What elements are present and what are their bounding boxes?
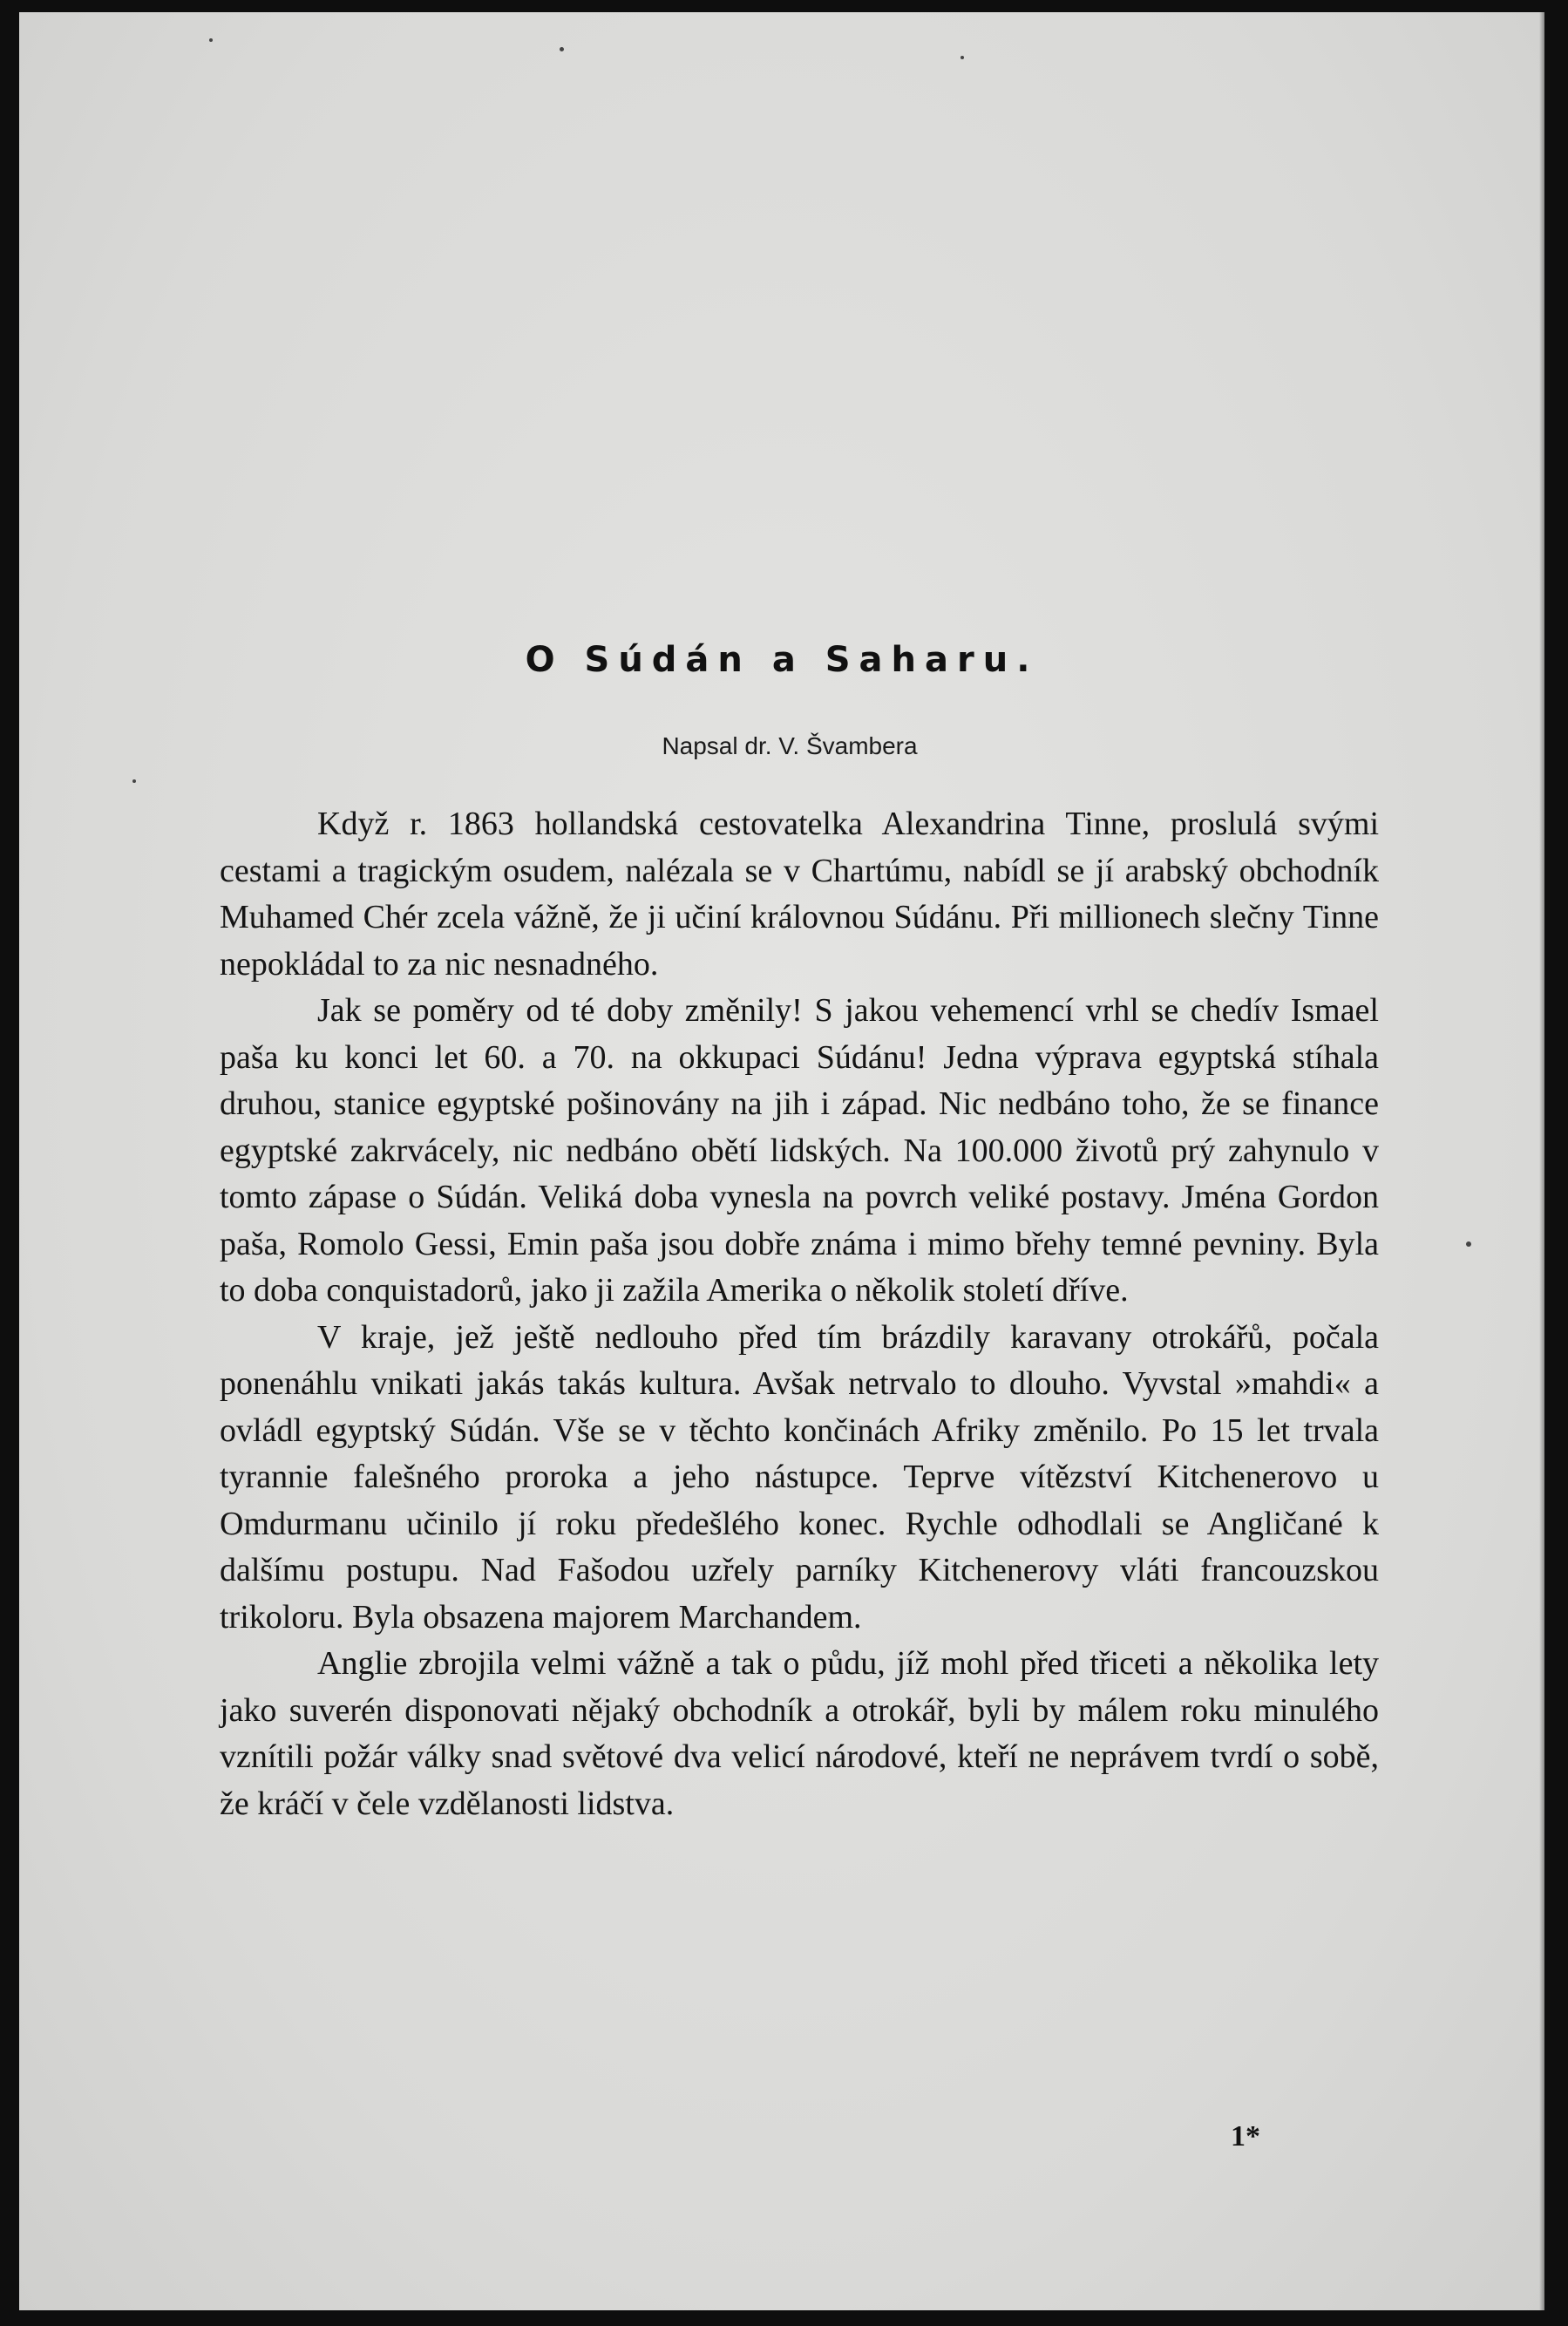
dust-speck: [132, 779, 136, 783]
page-number: 1*: [1231, 2120, 1260, 2153]
dust-speck: [960, 56, 964, 59]
paragraph-2: Jak se poměry od té doby změnily! S jakou vehemencí vrhl se chedív Ismael paša ku konci let 60. a 70. na okkupaci Súdánu! Jedna výprava egyptská stíhala druhou, stanice egyptské pošinovány na jih i západ. Nic nedbáno toho, že se finance egyptské zakrvácely, nic nedbáno obětí lidských. Na 100.000 životů prý zahynulo v tomto zápase o Súdán. Veliká doba vynesla na povrch veliké postavy. Jména Gordon paša, Romolo Gessi, Emin paša jsou dobře známa i mimo břehy temné pevniny. Byla to doba conquistadorů, jako ji zažila Amerika o několik století dříve.: [220, 992, 1379, 1309]
article-title: O Súdán a Saharu.: [525, 640, 1039, 680]
dust-speck: [560, 47, 564, 51]
author-byline: Napsal dr. V. Švambera: [662, 732, 918, 759]
paragraph-1: Když r. 1863 hollandská cestovatelka Alexandrina Tinne, proslulá svými cestami a tragickým osudem, nalézala se v Chartúmu, nabídl se jí arabský obchodník Muhamed Chér zcela vážně, že ji učiní královnou Súdánu. Při millionech slečny Tinne nepokládal to za nic nesnadného.: [220, 806, 1379, 983]
article-body: [220, 801, 1379, 1827]
dust-speck: [1466, 1241, 1471, 1247]
dust-speck: [209, 38, 213, 42]
page-edge-shadow: [1539, 12, 1544, 2310]
scanned-page: [19, 12, 1544, 2310]
paragraph-4: Anglie zbrojila velmi vážně a tak o půdu, jíž mohl před třiceti a několika lety jako suverén disponovati nějaký obchodník a otrokář, byli by málem roku minulého vznítili požár války snad světové dva velicí národové, kteří ne neprávem tvrdí o sobě, že kráčí v čele vzdělanosti lidstva.: [220, 1645, 1379, 1822]
paragraph-3: V kraje, jež ještě nedlouho před tím brázdily karavany otrokářů, počala ponenáhlu vnikati jakás takás kultura. Avšak netrvalo to dlouho. Vyvstal »mahdi« a ovládl egyptský Súdán. Vše se v těchto končinách Afriky změnilo. Po 15 let trvala tyrannie falešného proroka a jeho nástupce. Teprve vítězství Kitchenerovo u Omdurmanu učinilo jí roku předešlého konec. Rychle odhodlali se Angličané k dalšímu postupu. Nad Fašodou uzřely parníky Kitchenerovy vláti francouzskou trikoloru. Byla obsazena majorem Marchandem.: [220, 1318, 1379, 1636]
